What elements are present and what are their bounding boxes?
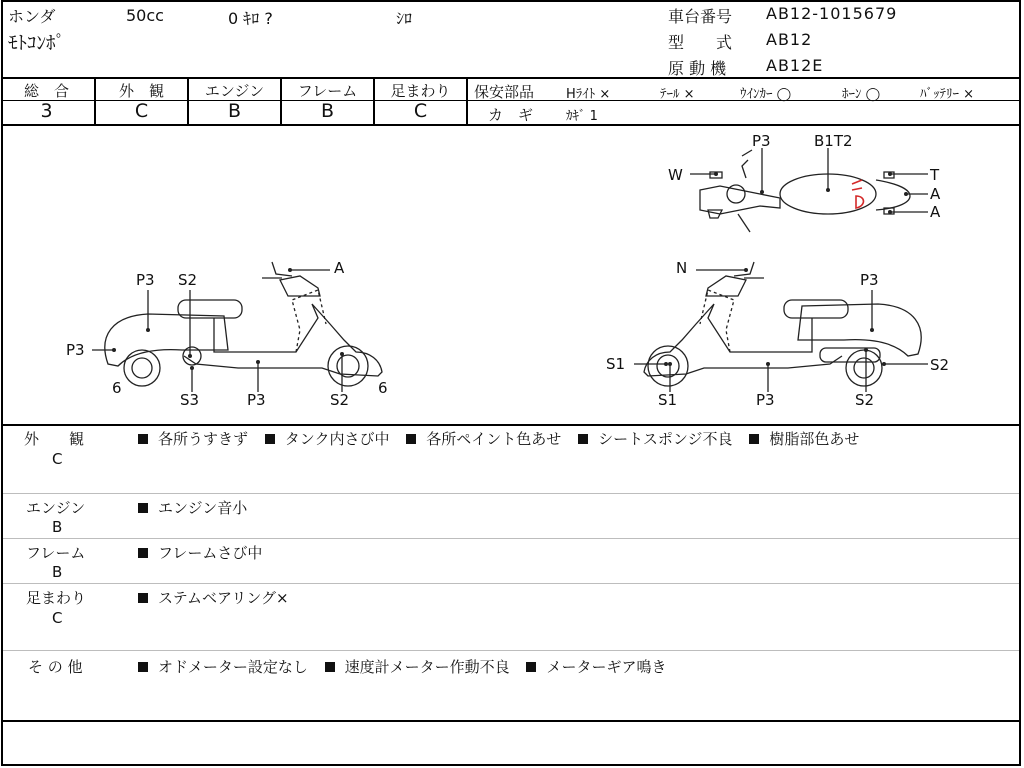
label-s1: S1 — [658, 391, 678, 409]
label-6: 6 — [378, 379, 388, 397]
right-view-scooter — [644, 262, 921, 386]
label-s2: S2 — [855, 391, 875, 409]
key-label: カ ギ — [488, 106, 534, 124]
type-value: AB12 — [766, 30, 813, 49]
label-p3: P3 — [756, 391, 775, 409]
engine-value: AB12E — [766, 56, 824, 75]
battery-status: ﾊﾞｯﾃﾘｰ × — [920, 87, 975, 102]
label-a: A — [930, 185, 941, 203]
remark-label-exterior: 外 観 — [24, 430, 85, 448]
label-p3: P3 — [752, 132, 771, 150]
rule — [3, 583, 1019, 584]
bullet-icon — [138, 503, 148, 513]
label-p3: P3 — [860, 271, 879, 289]
remark-item: 樹脂部色あせ — [769, 430, 860, 448]
top-view-scooter — [700, 150, 910, 232]
divider — [466, 78, 468, 125]
remark-items-suspension — [138, 587, 289, 608]
label-p3: P3 — [247, 391, 266, 409]
bullet-icon — [406, 434, 416, 444]
bullet-icon — [138, 434, 148, 444]
frame-grade: B — [320, 100, 335, 122]
exterior-grade: C — [134, 100, 149, 122]
engine-grade-label: エンジン — [204, 82, 265, 100]
rule — [1, 424, 1021, 426]
label-s3: S3 — [180, 391, 200, 409]
remark-items-other — [138, 656, 666, 677]
label-s2: S2 — [930, 356, 950, 374]
key-value: ｶｷﾞ 1 — [566, 109, 598, 124]
scooter-diagram — [0, 126, 1020, 424]
label-t: T — [930, 166, 940, 184]
bullet-icon — [138, 662, 148, 672]
tail-status: ﾃｰﾙ × — [660, 87, 695, 102]
remark-label-engine: エンジン — [26, 499, 86, 517]
engine-label: 原 動 機 — [668, 59, 727, 78]
label-s2: S2 — [330, 391, 350, 409]
remark-grade-exterior: C — [52, 450, 63, 468]
remark-item: オドメーター設定なし — [158, 658, 308, 676]
rule — [1, 77, 1021, 79]
frame-no-label: 車台番号 — [668, 7, 733, 26]
label-a: A — [334, 259, 345, 277]
winker-status: ｳｲﾝｶｰ ◯ — [740, 87, 792, 102]
remark-items-frame — [138, 542, 262, 563]
remark-label-frame: フレーム — [26, 544, 86, 562]
bullet-icon — [578, 434, 588, 444]
suspension-grade: C — [413, 100, 428, 122]
bullet-icon — [138, 548, 148, 558]
damage-mark — [852, 180, 864, 208]
label-w: W — [668, 166, 683, 184]
label-p3: P3 — [136, 271, 155, 289]
bullet-icon — [526, 662, 536, 672]
label-p3: P3 — [66, 341, 85, 359]
bullet-icon — [325, 662, 335, 672]
model-name: ﾓﾄｺﾝﾎﾟ — [8, 32, 66, 54]
remark-item: 速度計メーター作動不良 — [344, 658, 510, 676]
label-b1t2: B1T2 — [814, 132, 853, 150]
horn-status: ﾎｰﾝ ◯ — [842, 87, 881, 102]
overall-label: 総 合 — [23, 82, 69, 100]
remark-item: 各所うすきず — [158, 430, 249, 448]
remark-item: シートスポンジ不良 — [598, 430, 733, 448]
remark-item: メーターギア鳴き — [546, 658, 667, 676]
color: ｼﾛ — [396, 9, 413, 28]
label-n: N — [676, 259, 688, 277]
rule — [3, 493, 1019, 494]
frame-grade-label: フレーム — [297, 82, 358, 100]
remark-grade-suspension: C — [52, 609, 63, 627]
rule — [1, 720, 1021, 722]
remark-item: 各所ペイント色あせ — [426, 430, 562, 448]
rule — [1, 100, 467, 101]
bullet-icon — [749, 434, 759, 444]
frame-no: AB12-1015679 — [766, 4, 898, 23]
displacement: 50cc — [126, 6, 164, 25]
remark-grade-engine: B — [52, 518, 63, 536]
label-6: 6 — [112, 379, 122, 397]
maker: ホンダ — [8, 7, 56, 26]
rule — [3, 650, 1019, 651]
remark-label-suspension: 足まわり — [26, 589, 87, 607]
rule — [3, 538, 1019, 539]
remark-items-engine — [138, 497, 247, 518]
exterior-label: 外 観 — [118, 82, 164, 100]
engine-grade: B — [227, 100, 242, 122]
label-a: A — [930, 203, 941, 221]
headlight-status: Hﾗｲﾄ × — [566, 87, 611, 102]
remark-item: タンク内さび中 — [284, 430, 390, 448]
overall-grade: 3 — [40, 100, 53, 122]
remark-item: エンジン音小 — [158, 499, 248, 517]
remark-item: ステムベアリング× — [158, 589, 289, 607]
remark-label-other: そ の 他 — [28, 658, 83, 676]
mileage: 0 ｷﾛ ? — [228, 9, 273, 28]
safety-label: 保安部品 — [474, 83, 535, 101]
bullet-icon — [138, 593, 148, 603]
remark-grade-frame: B — [52, 563, 63, 581]
suspension-grade-label: 足まわり — [390, 82, 451, 100]
type-label: 型 式 — [668, 33, 733, 52]
bullet-icon — [265, 434, 275, 444]
label-s1: S1 — [606, 355, 626, 373]
remark-item: フレームさび中 — [158, 544, 263, 562]
label-s2: S2 — [178, 271, 198, 289]
remark-items-exterior — [138, 428, 859, 449]
